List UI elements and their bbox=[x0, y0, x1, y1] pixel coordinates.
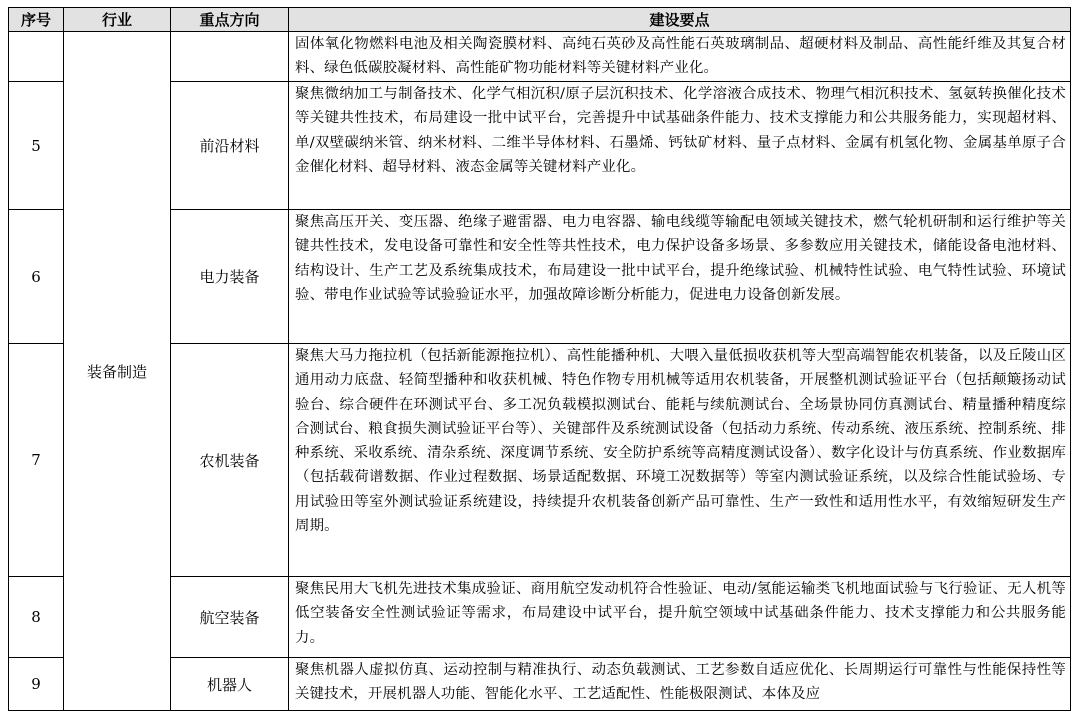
row-content: 聚焦高压开关、变压器、绝缘子避雷器、电力电容器、输电线缆等输配电领域关键技术，燃气轮机研制和运行维护等关键共性技术，发电设备可靠性和安全性等共性技术，电力保护设备多场景、多参数应用关键技术，储能设备电池材料、结构设计、生产工艺及系统集成技术，布局建设一批中试平台，提升绝缘试验、机械特性试验、电气特性试验、环境试验、带电作业试验等试验验证水平，加强故障诊断分析能力，促进电力设备创新发展。 bbox=[289, 210, 1070, 344]
construction-points-table bbox=[8, 7, 1071, 711]
header-industry: 行业 bbox=[64, 8, 171, 32]
row-direction: 航空装备 bbox=[171, 577, 289, 658]
row-content: 聚焦民用大飞机先进技术集成验证、商用航空发动机符合性验证、电动/氢能运输类飞机地面试验与飞行验证、无人机等低空装备安全性测试验证等需求，布局建设中试平台，提升航空领域中试基础条件能力、技术支撑能力和公共服务能力。 bbox=[289, 577, 1070, 658]
row-seq: 7 bbox=[9, 344, 64, 577]
row-seq bbox=[9, 32, 64, 82]
header-seq: 序号 bbox=[9, 8, 64, 32]
header-direction: 重点方向 bbox=[171, 8, 289, 32]
header-points: 建设要点 bbox=[289, 8, 1070, 32]
row-direction: 电力装备 bbox=[171, 210, 289, 344]
row-direction: 机器人 bbox=[171, 658, 289, 710]
row-seq: 5 bbox=[9, 82, 64, 210]
row-content: 聚焦大马力拖拉机（包括新能源拖拉机）、高性能播种机、大喂入量低损收获机等大型高端智能农机装备，以及丘陵山区通用动力底盘、轻简型播种和收获机械、特色作物专用机械等适用农机装备，开展整机测试验证平台（包括颠簸扬动试验台、综合硬件在环测试平台、多工况负载模拟测试台、能耗与续航测试台、全场景协同仿真测试台、精量播种精度综合测试台、粮食损失测试验证平台等）、关键部件及系统测试设备（包括动力系统、传动系统、液压系统、控制系统、排种系统、采收系统、清杂系统、深度调节系统、安全防护系统等高精度测试设备）、数字化设计与仿真系统、作业数据库（包括载荷谱数据、作业过程数据、场景适配数据、环境工况数据等）等室内测试验证系统，以及综合性能试验场、专用试验田等室外测试验证系统建设，持续提升农机装备创新产品可靠性、生产一致性和适用性水平，有效缩短研发生产周期。 bbox=[289, 344, 1070, 577]
row-direction: 前沿材料 bbox=[171, 82, 289, 210]
industry-cell: 装备制造 bbox=[64, 32, 171, 710]
row-content: 聚焦微纳加工与制备技术、化学气相沉积/原子层沉积技术、化学溶液合成技术、物理气相沉积技术、氢氨转换催化技术等关键共性技术，布局建设一批中试平台，完善提升中试基础条件能力、技术支撑能力和公共服务能力，实现超材料、单/双壁碳纳米管、纳米材料、二维半导体材料、石墨烯、钙钛矿材料、量子点材料、金属有机氢化物、金属基单原子合金催化材料、超导材料、液态金属等关键材料产业化。 bbox=[289, 82, 1070, 210]
row-content: 固体氧化物燃料电池及相关陶瓷膜材料、高纯石英砂及高性能石英玻璃制品、超硬材料及制品、高性能纤维及其复合材料、绿色低碳胶凝材料、高性能矿物功能材料等关键材料产业化。 bbox=[289, 32, 1070, 82]
row-direction bbox=[171, 32, 289, 82]
row-seq: 6 bbox=[9, 210, 64, 344]
row-seq: 8 bbox=[9, 577, 64, 658]
row-content: 聚焦机器人虚拟仿真、运动控制与精准执行、动态负载测试、工艺参数自适应优化、长周期运行可靠性与性能保持性等关键技术，开展机器人功能、智能化水平、工艺适配性、性能极限测试、本体及应 bbox=[295, 662, 1066, 703]
row-direction: 农机装备 bbox=[171, 344, 289, 577]
row-seq: 9 bbox=[9, 658, 64, 710]
